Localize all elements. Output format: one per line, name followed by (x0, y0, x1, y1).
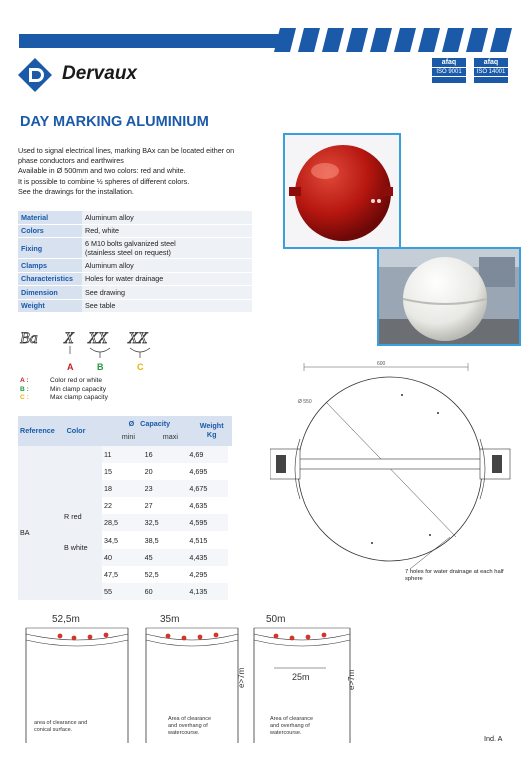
table-row (102, 531, 228, 548)
cell-mini: 55 (104, 586, 112, 596)
header-stripes (262, 28, 532, 52)
reference-table (18, 416, 232, 600)
cell-maxi: 23 (144, 484, 153, 494)
photo-white-sphere (377, 247, 521, 346)
cell-mini: 15 (104, 467, 112, 477)
cell-weight: 4,435 (189, 552, 208, 562)
clearance-3: e>7m (347, 669, 356, 690)
code-label-a: A (67, 362, 74, 372)
installation-diagrams (18, 608, 358, 748)
code-label-c: C (137, 362, 144, 372)
dervaux-logo-icon (18, 58, 58, 92)
cell-maxi: 60 (144, 586, 153, 596)
legend-item: B : Min clamp capacity (20, 385, 107, 393)
legend-item: C : Max clamp capacity (20, 394, 108, 402)
diagram-3 (254, 614, 356, 743)
header-weight: Weight (199, 421, 224, 430)
spec-row: Dimension See drawing (18, 286, 252, 300)
spec-row: Fixing 6 M10 bolts galvanized steel (stainless steel on request) (18, 238, 252, 259)
cert-badge-iso9001: afaq ISO 9001 (432, 58, 466, 83)
diagram-1 (26, 614, 128, 743)
spec-row: Characteristics Holes for water drainage (18, 272, 252, 286)
svg-text:watercourse.: watercourse. (270, 730, 302, 736)
svg-text:and overhang of: and overhang of (168, 723, 208, 729)
svg-text:watercourse.: watercourse. (168, 730, 200, 736)
spec-row: Colors Red, white (18, 224, 252, 238)
code-prefix: Ba (20, 330, 38, 347)
dim-width: 600 (377, 361, 386, 367)
svg-text:Area of clearance: Area of clearance (270, 716, 314, 722)
cell-weight: 4,695 (189, 467, 208, 477)
page-title: DAY MARKING ALUMINIUM (20, 114, 209, 130)
table-row (102, 480, 228, 497)
drainage-note: 7 holes for water drainage at each half sphere (405, 569, 504, 583)
header-color: Color (66, 426, 86, 435)
table-row (102, 514, 228, 531)
dim-diameter: Ø 550 (298, 399, 312, 405)
cell-weight: 4,69 (189, 450, 204, 460)
table-row (102, 549, 228, 566)
document-index: Ind. A (484, 734, 503, 743)
intro-text: Used to signal electrical lines, marking BAx can be located either on phase conductors and earthwires Available in Ø 500mm and two colors: red and white. It is possible to combine ½ spheres of different colors. See the drawings for the installation. (18, 146, 235, 196)
product-code (18, 326, 168, 376)
photo-red-sphere (283, 133, 401, 249)
cell-weight: 4,595 (189, 518, 208, 528)
cell-weight: 4,295 (189, 569, 208, 579)
cell-weight: 4,635 (189, 501, 208, 511)
header-mini: mini (121, 432, 135, 441)
color-white: B white (64, 543, 88, 552)
header-maxi: maxi (162, 432, 178, 441)
cell-weight: 4,515 (189, 535, 208, 545)
svg-text:area of clearance and: area of clearance and (34, 720, 88, 726)
span-1: 52,5m (52, 614, 80, 625)
cell-mini: 34,5 (104, 535, 118, 545)
code-legend (20, 377, 108, 403)
header-weight-unit: Kg (206, 430, 217, 439)
span-2: 35m (160, 614, 180, 625)
cell-mini: 11 (104, 450, 112, 460)
cell-maxi: 38,5 (144, 535, 159, 545)
code-label-b: B (97, 362, 104, 372)
legend-item: A : Color red or white (20, 377, 103, 384)
color-red: R red (64, 512, 82, 521)
spec-table (18, 211, 252, 313)
header-band (19, 34, 285, 48)
cell-mini: 18 (104, 484, 112, 494)
span-3: 50m (266, 614, 286, 625)
table-row (102, 583, 228, 600)
cell-maxi: 27 (144, 501, 153, 511)
cell-mini: 47,5 (104, 569, 118, 579)
cell-maxi: 16 (144, 450, 153, 460)
reference-value: BA (20, 528, 30, 537)
cell-maxi: 45 (144, 552, 153, 562)
cert-badge-iso14001: afaq ISO 14001 (474, 58, 508, 83)
code-group-c: XX (128, 330, 148, 347)
cell-maxi: 32,5 (144, 518, 159, 528)
spec-row: Weight See table (18, 299, 252, 313)
cell-weight: 4,675 (189, 484, 208, 494)
ref-rows (102, 446, 228, 600)
table-row (102, 446, 228, 463)
table-row (102, 463, 228, 480)
table-row (102, 497, 228, 514)
brand-name: Dervaux (62, 63, 137, 84)
cell-mini: 40 (104, 552, 112, 562)
svg-text:conical surface.: conical surface. (34, 727, 73, 733)
code-group-a: X (64, 330, 74, 347)
clearance-2: e>7m (237, 667, 246, 688)
certifications (432, 58, 508, 83)
span-3-inner: 25m (292, 672, 310, 682)
cell-mini: 28,5 (104, 518, 118, 528)
table-row (102, 566, 228, 583)
spec-row: Material Aluminum alloy (18, 211, 252, 224)
svg-text:and overhang of: and overhang of (270, 723, 310, 729)
technical-drawing (270, 357, 522, 589)
code-group-b: XX (88, 330, 108, 347)
spec-row: Clamps Aluminum alloy (18, 259, 252, 273)
header-reference: Reference (20, 426, 55, 435)
cell-mini: 22 (104, 501, 112, 511)
cell-weight: 4,135 (189, 586, 208, 596)
diagram-2 (146, 614, 246, 743)
cell-maxi: 20 (144, 467, 153, 477)
cell-maxi: 52,5 (144, 569, 159, 579)
header-capacity: Capacity (140, 419, 171, 428)
header-diameter: Ø (128, 419, 135, 428)
svg-text:Area of clearance: Area of clearance (168, 716, 212, 722)
